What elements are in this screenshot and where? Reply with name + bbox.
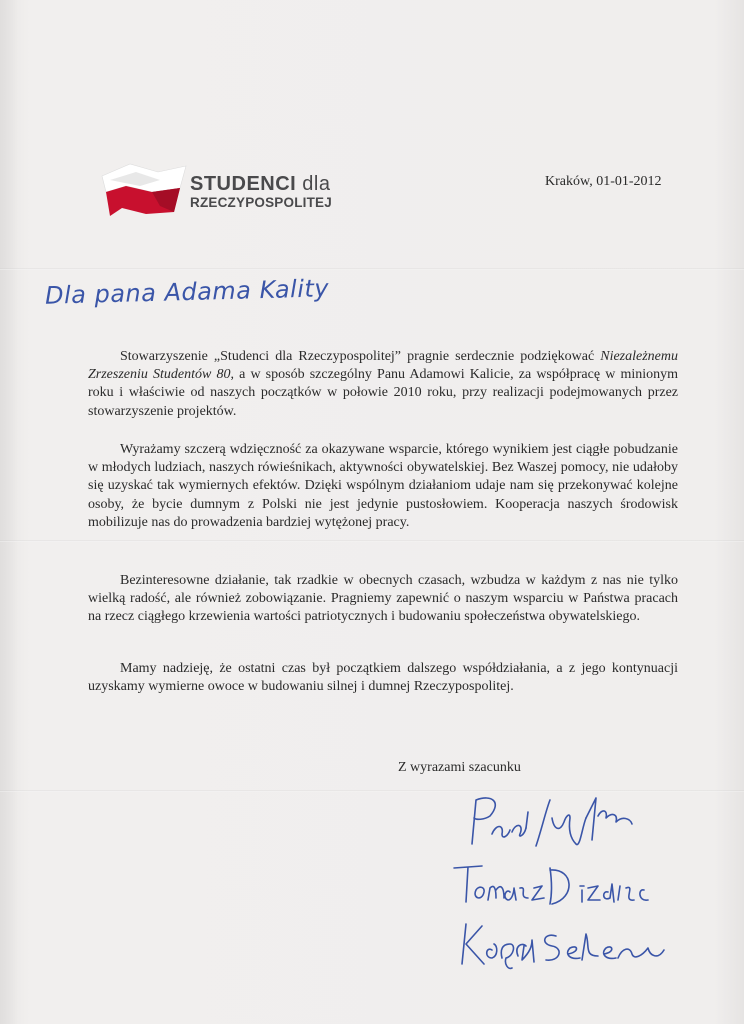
paragraph-1-rest: , a w sposób szczególny Panu Adamowi Kalicie, za współpracę w minionym roku i właściwie od naszych początków w połowie 2010 roku, przy realizacji podejmowanych przez stowarzyszenie projektów. xyxy=(88,367,678,419)
logo-line-1-suffix: dla xyxy=(302,173,331,195)
signature-3 xyxy=(452,916,682,976)
closing-phrase: Z wyrazami szacunku xyxy=(398,760,521,775)
handwritten-greeting: Dla pana Adama Kality xyxy=(44,274,330,310)
logo-line-1: STUDENCI xyxy=(190,173,297,195)
paper-edge-shadow xyxy=(0,0,18,1024)
organization-logo-text xyxy=(190,174,332,210)
paper-fold-line xyxy=(0,268,744,270)
signature-2 xyxy=(452,858,672,918)
letter-paragraph-2: Wyrażamy szczerą wdzięczność za okazywane wsparcie, którego wynikiem jest ciągłe pobudzanie w młodych ludziach, naszych rówieśnikach, aktywności obywatelskiej. Bez Waszej pomocy, nie udałoby się uzyskać tak wymiernych efektów. Dzięki wspólnym działaniom udaje nam się przekonywać kolejne osoby, że bycie dumnym z Polski nie jest jedynie pustosłowiem. Kooperacja naszych środowisk mobilizuje nas do prowadzenia bardziej wytężonej pracy. xyxy=(88,442,678,530)
signature-1 xyxy=(462,788,662,858)
place-and-date: Kraków, 01-01-2012 xyxy=(545,174,662,189)
logo-line-2: RZECZYPOSPOLITEJ xyxy=(190,195,332,210)
letter-paragraph-4: Mamy nadzieję, że ostatni czas był początkiem dalszego współdziałania, a z jego kontynuacji uzyskamy wymierne owoce w budowaniu silnej i dumnej Rzeczypospolitej. xyxy=(88,661,678,695)
paragraph-1-lead: Stowarzyszenie „Studenci dla Rzeczypospolitej” pragnie serdecznie podziękować xyxy=(120,349,601,364)
paper-fold-line xyxy=(0,540,744,542)
letter-paragraph-1 xyxy=(88,348,678,421)
letter-paragraph-3: Bezinteresowne działanie, tak rzadkie w obecnych czasach, wzbudza w każdym z nas nie tylko wielką radość, ale również zobowiązanie. Pragniemy zapewnić o naszym wsparciu w Państwa pracach na rzecz ciągłego krzewienia wartości patriotycznych i budowaniu społeczeństwa obywatelskiego. xyxy=(88,573,678,625)
paragraph-1-organization: Niezależnemu Zrzeszeniu Studentów 80 xyxy=(88,349,678,383)
